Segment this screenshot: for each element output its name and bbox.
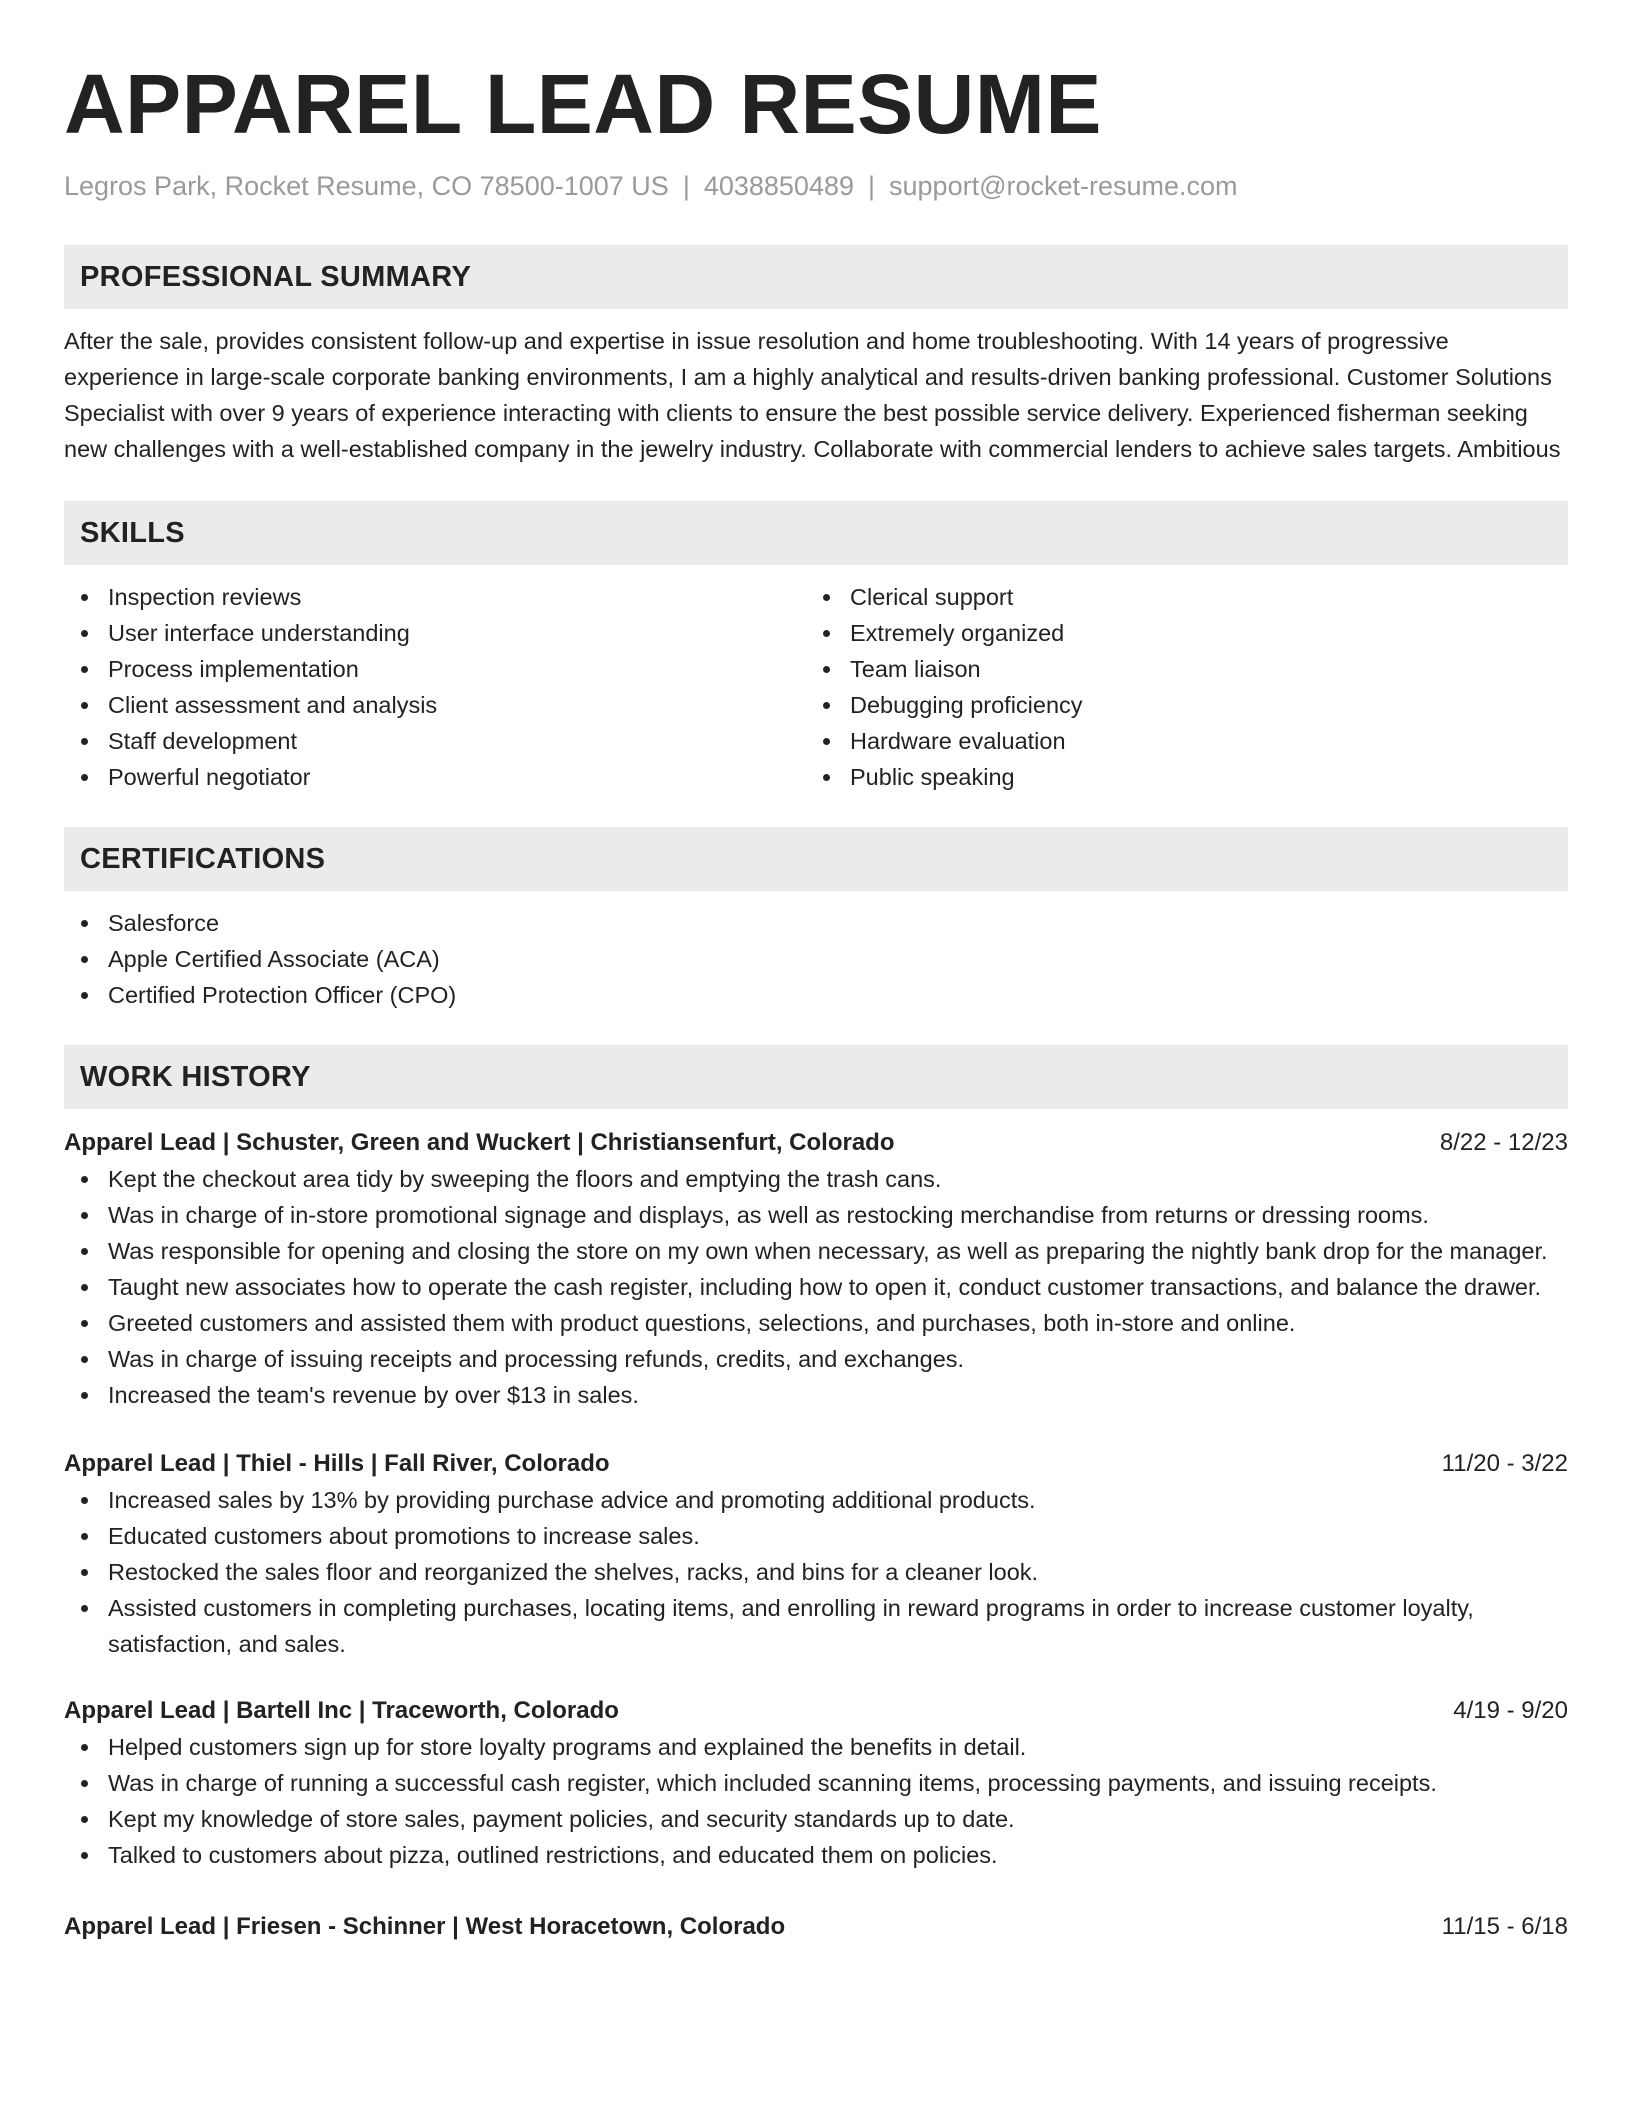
job-dates: 8/22 - 12/23 [1439, 1129, 1568, 1156]
skill-item: Inspection reviews [64, 579, 806, 615]
job-title: Apparel Lead | Friesen - Schinner | West Horacetown, Colorado [64, 1913, 786, 1940]
work-history-heading: WORK HISTORY [64, 1045, 1568, 1109]
contact-separator: | [682, 171, 690, 201]
job-bullet-list [64, 1161, 1568, 1413]
skill-item: Clerical support [806, 579, 1548, 615]
job-entry [64, 1909, 1568, 1945]
skill-item: Powerful negotiator [64, 759, 806, 795]
skills-grid [64, 579, 1568, 795]
skill-item: Team liaison [806, 651, 1548, 687]
contact-phone: 4038850489 [703, 171, 854, 201]
skills-heading: SKILLS [64, 501, 1568, 565]
summary-text: After the sale, provides consistent follow-up and expertise in issue resolution and home troubleshooting. With 14 years of progressive experience in large-scale corporate banking environments, I am a highly analytical and results-driven banking professional. Customer Solutions Specialist with over 9 years of experience interacting with clients to ensure the best possible service delivery. Experienced fisherman seeking new challenges with a well-established company in the jewelry industry. Collaborate with commercial lenders to achieve sales targets. Ambitious [64, 328, 1561, 462]
job-header [64, 1446, 1568, 1482]
job-bullet: Increased sales by 13% by providing purchase advice and promoting additional products. [64, 1482, 1568, 1518]
certifications-heading: CERTIFICATIONS [64, 827, 1568, 891]
skills-list-right [806, 579, 1548, 795]
contact-email[interactable]: support@rocket-resume.com [889, 171, 1238, 201]
skill-item: Process implementation [64, 651, 806, 687]
skill-item: Client assessment and analysis [64, 687, 806, 723]
skills-list-left [64, 579, 806, 795]
skill-item: Extremely organized [806, 615, 1548, 651]
certification-item: Salesforce [64, 905, 1568, 941]
job-header [64, 1909, 1568, 1945]
job-bullet-list [64, 1482, 1568, 1662]
certifications-list [64, 905, 1568, 1013]
job-bullet: Taught new associates how to operate the cash register, including how to open it, conduct customer transactions, and balance the drawer. [64, 1269, 1568, 1305]
job-bullet: Was in charge of in-store promotional signage and displays, as well as restocking merchandise from returns or dressing rooms. [64, 1197, 1568, 1233]
job-title: Apparel Lead | Bartell Inc | Traceworth, Colorado [64, 1697, 619, 1724]
job-entry [64, 1446, 1568, 1662]
job-bullet: Talked to customers about pizza, outlined restrictions, and educated them on policies. [64, 1837, 1568, 1873]
job-bullet: Greeted customers and assisted them with product questions, selections, and purchases, both in-store and online. [64, 1305, 1568, 1341]
contact-address: Legros Park, Rocket Resume, CO 78500-1007 US [64, 171, 669, 201]
skill-item: Public speaking [806, 759, 1548, 795]
job-bullet: Kept the checkout area tidy by sweeping the floors and emptying the trash cans. [64, 1161, 1568, 1197]
skill-item: Hardware evaluation [806, 723, 1548, 759]
job-bullet: Increased the team's revenue by over $13 in sales. [64, 1377, 1568, 1413]
job-bullet: Kept my knowledge of store sales, payment policies, and security standards up to date. [64, 1801, 1568, 1837]
job-bullet: Assisted customers in completing purchases, locating items, and enrolling in reward programs in order to increase customer loyalty, satisfaction, and sales. [64, 1590, 1568, 1662]
job-entry [64, 1125, 1568, 1413]
job-bullet: Was responsible for opening and closing the store on my own when necessary, as well as preparing the nightly bank drop for the manager. [64, 1233, 1568, 1269]
resume-page [64, 0, 1568, 1945]
job-header [64, 1125, 1568, 1161]
skill-item: User interface understanding [64, 615, 806, 651]
contact-line [64, 168, 1568, 204]
job-bullet: Educated customers about promotions to increase sales. [64, 1518, 1568, 1554]
job-bullet: Was in charge of running a successful cash register, which included scanning items, processing payments, and issuing receipts. [64, 1765, 1568, 1801]
job-entry [64, 1693, 1568, 1873]
job-title: Apparel Lead | Thiel - Hills | Fall River, Colorado [64, 1450, 610, 1477]
summary-heading: PROFESSIONAL SUMMARY [64, 245, 1568, 309]
job-dates: 11/15 - 6/18 [1441, 1913, 1568, 1940]
job-dates: 4/19 - 9/20 [1453, 1697, 1568, 1724]
contact-separator: | [868, 171, 876, 201]
skill-item: Staff development [64, 723, 806, 759]
job-dates: 11/20 - 3/22 [1441, 1450, 1568, 1477]
job-title: Apparel Lead | Schuster, Green and Wuckert | Christiansenfurt, Colorado [64, 1129, 895, 1156]
job-bullet-list [64, 1729, 1568, 1873]
resume-title: APPAREL LEAD RESUME [64, 57, 1102, 151]
certification-item: Certified Protection Officer (CPO) [64, 977, 1568, 1013]
certification-item: Apple Certified Associate (ACA) [64, 941, 1568, 977]
skill-item: Debugging proficiency [806, 687, 1548, 723]
job-header [64, 1693, 1568, 1729]
job-bullet: Helped customers sign up for store loyalty programs and explained the benefits in detail. [64, 1729, 1568, 1765]
job-bullet: Restocked the sales floor and reorganized the shelves, racks, and bins for a cleaner look. [64, 1554, 1568, 1590]
job-bullet: Was in charge of issuing receipts and processing refunds, credits, and exchanges. [64, 1341, 1568, 1377]
